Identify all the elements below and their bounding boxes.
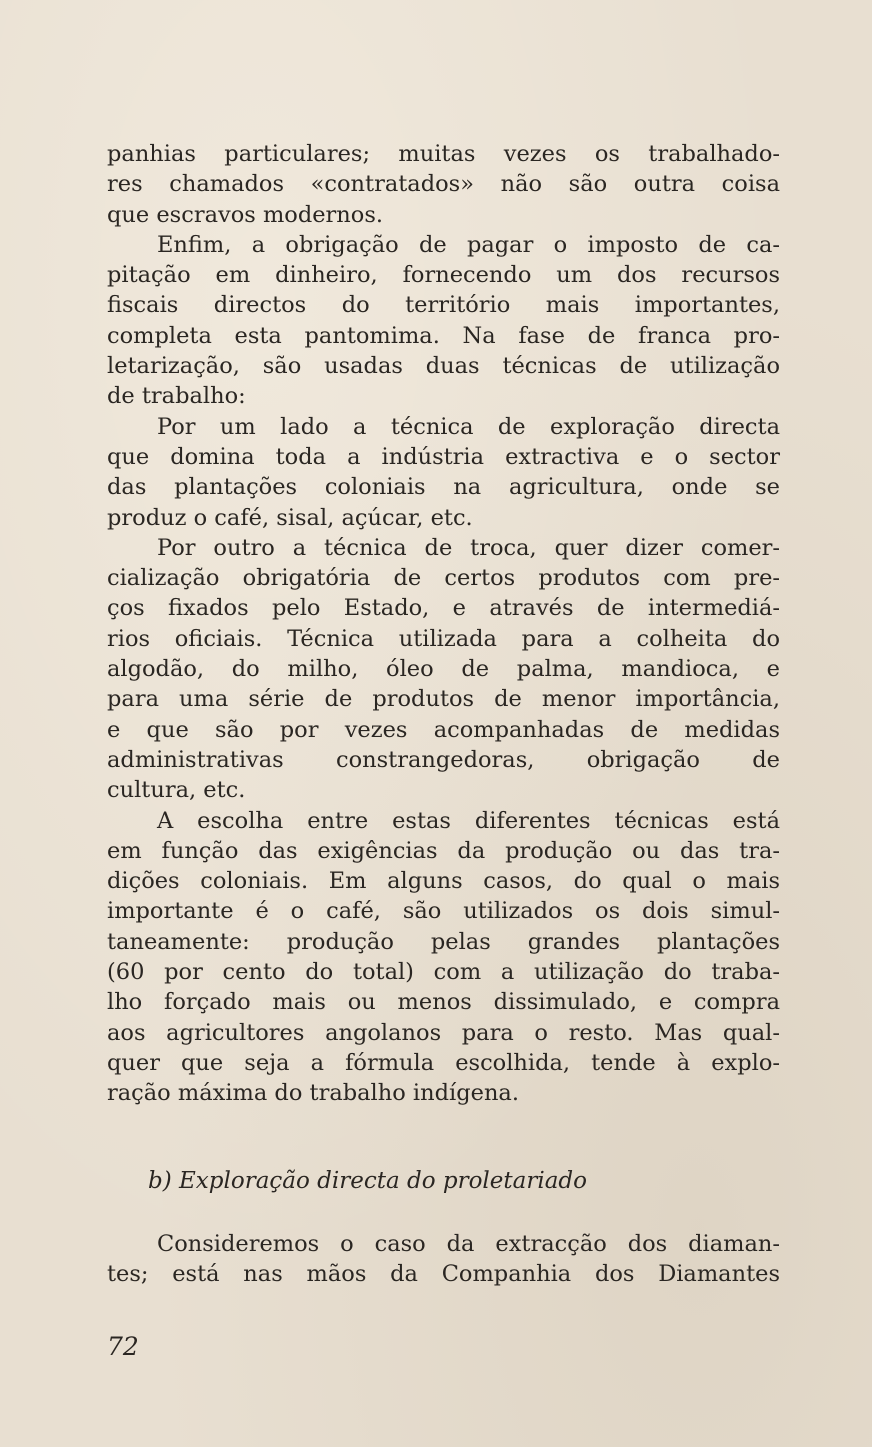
paragraph	[107, 230, 780, 412]
text-line: importante é o café, são utilizados os dois simul-	[107, 898, 780, 925]
text-line: tes; está nas mãos da Companhia dos Diamantes	[107, 1261, 780, 1288]
text-line: cultura, etc.	[107, 777, 246, 804]
text-line: produz o café, sisal, açúcar, etc.	[107, 504, 473, 531]
text-line: pitação em dinheiro, fornecendo um dos recursos	[107, 262, 780, 289]
paragraph	[107, 139, 780, 230]
text-line: lho forçado mais ou menos dissimulado, e compra	[107, 989, 780, 1016]
text-line: em função das exigências da produção ou das tra-	[107, 837, 780, 864]
text-line: rios oficiais. Técnica utilizada para a colheita do	[107, 625, 780, 652]
text-line: para uma série de produtos de menor importância,	[107, 686, 780, 713]
text-line: algodão, do milho, óleo de palma, mandioca, e	[107, 656, 780, 683]
text-line: dições coloniais. Em alguns casos, do qual o mais	[107, 868, 780, 895]
text-line: ços fixados pelo Estado, e através de intermediá-	[107, 595, 780, 622]
text-line: taneamente: produção pelas grandes plantações	[107, 928, 780, 955]
text-line: que domina toda a indústria extractiva e o sector	[107, 443, 780, 470]
text-line: panhias particulares; muitas vezes os trabalhado-	[107, 141, 780, 167]
text-line: Consideremos o caso da extracção dos diaman-	[157, 1231, 780, 1257]
paragraph	[107, 533, 780, 806]
section-heading: b) Exploração directa do proletariado	[148, 1168, 587, 1194]
paragraph	[107, 806, 780, 1109]
paragraph	[107, 412, 780, 533]
text-line: completa esta pantomima. Na fase de franca pro-	[107, 322, 780, 349]
body-text-continued	[107, 1229, 780, 1290]
text-line: aos agricultores angolanos para o resto. Mas qual-	[107, 1019, 780, 1046]
text-line: Por outro a técnica de troca, quer dizer comer-	[157, 534, 780, 561]
text-line: das plantações coloniais na agricultura, onde se	[107, 474, 780, 501]
page-number: 72	[107, 1332, 139, 1361]
text-line: e que são por vezes acompanhadas de medidas	[107, 716, 780, 743]
paragraph	[107, 1229, 780, 1290]
text-line: de trabalho:	[107, 383, 246, 410]
text-line: que escravos modernos.	[107, 201, 384, 228]
text-line: administrativas constrangedoras, obrigação de	[107, 746, 780, 773]
text-line: letarização, são usadas duas técnicas de utilização	[107, 353, 780, 380]
text-line: cialização obrigatória de certos produtos com pre-	[107, 565, 780, 592]
text-line: quer que seja a fórmula escolhida, tende à explo-	[107, 1049, 780, 1076]
text-line: fiscais directos do território mais importantes,	[107, 292, 780, 319]
text-line: Enfim, a obrigação de pagar o imposto de ca-	[157, 231, 780, 258]
text-line: ração máxima do trabalho indígena.	[107, 1080, 519, 1107]
text-line: Por um lado a técnica de exploração directa	[157, 413, 780, 440]
body-text	[107, 139, 780, 1109]
text-line: A escolha entre estas diferentes técnicas está	[157, 807, 780, 834]
text-line: (60 por cento do total) com a utilização do traba-	[107, 959, 780, 986]
text-line: res chamados «contratados» não são outra coisa	[107, 171, 780, 198]
